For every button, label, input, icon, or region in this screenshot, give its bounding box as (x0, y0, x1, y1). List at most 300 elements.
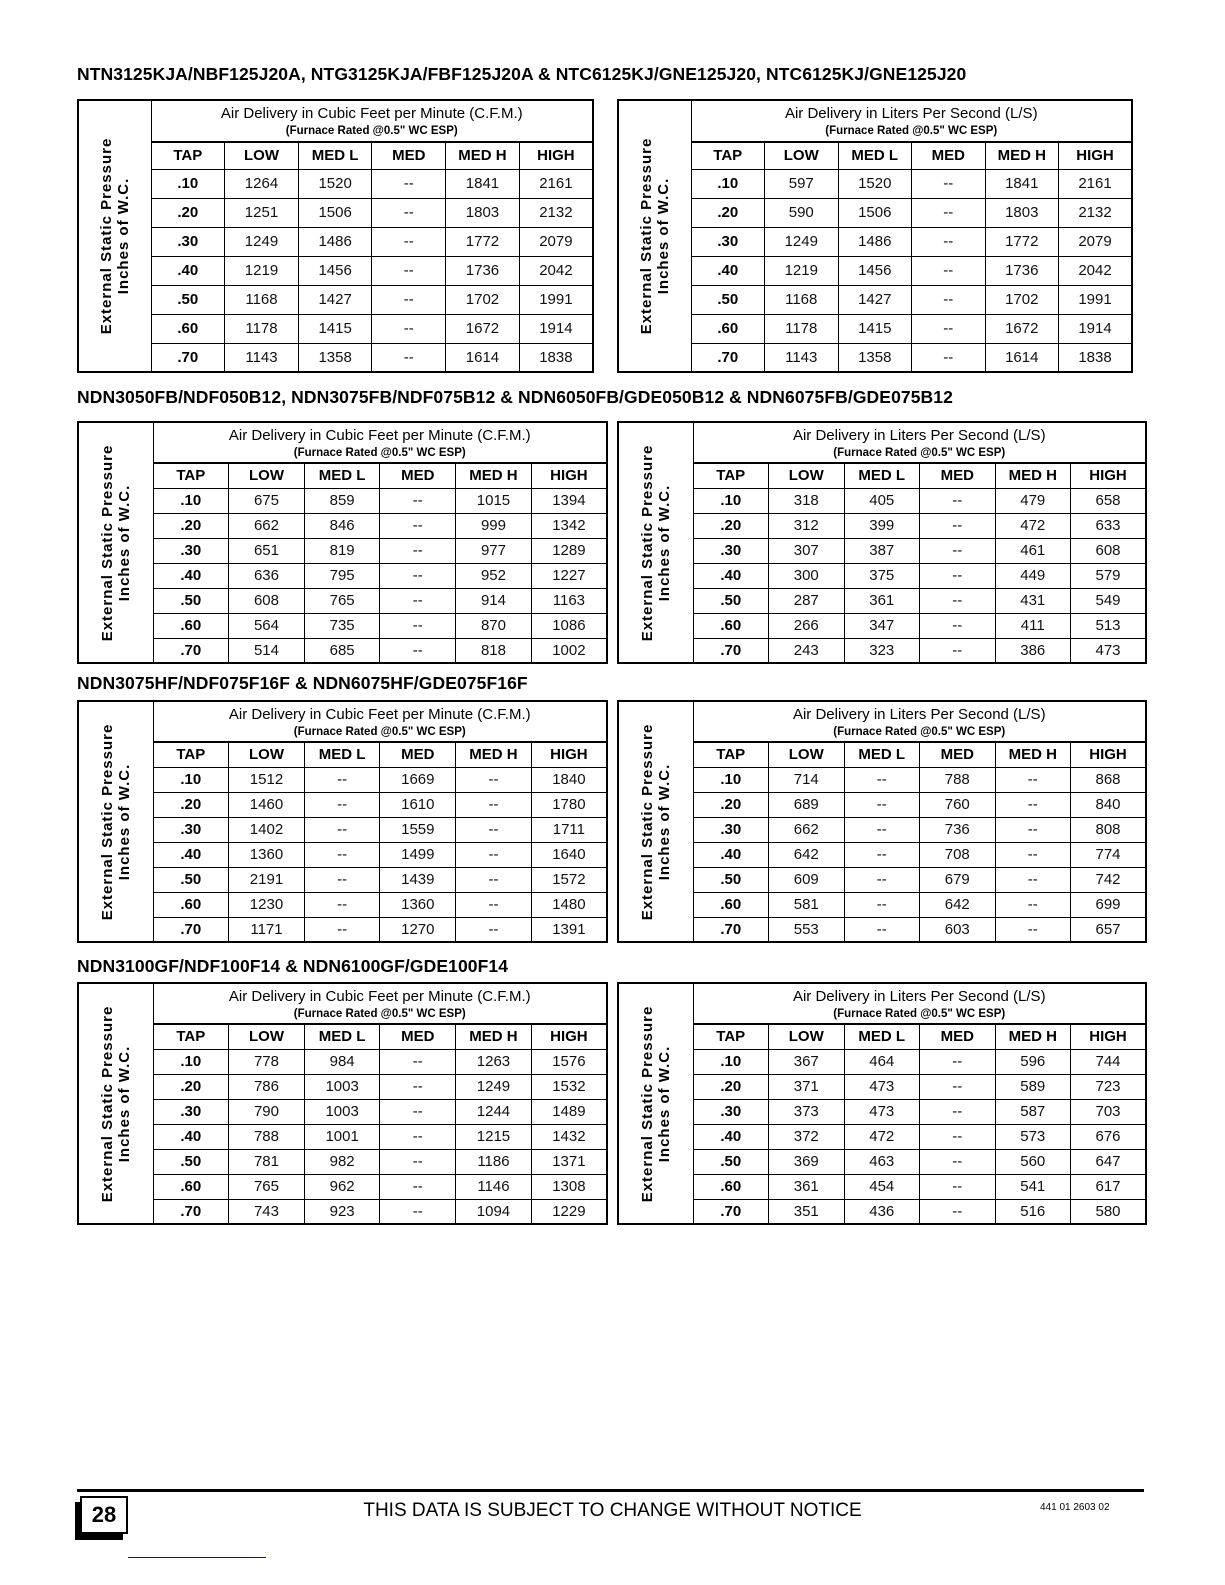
value-cell: 1711 (531, 817, 607, 842)
value-cell: 581 (769, 892, 845, 917)
table-header (153, 983, 607, 1024)
value-cell: 1838 (1059, 343, 1133, 372)
value-cell: 795 (304, 563, 380, 588)
value-cell: 914 (456, 588, 532, 613)
side-label (638, 138, 672, 335)
value-cell: 1244 (456, 1099, 532, 1124)
page-number: 28 (80, 1496, 128, 1534)
tap-cell: .60 (693, 613, 769, 638)
table-row (78, 817, 607, 842)
column-header: MED (920, 463, 996, 488)
header-subtitle: (Furnace Rated @0.5" WC ESP) (825, 125, 998, 137)
tap-cell: .60 (691, 314, 765, 343)
tap-cell: .40 (693, 842, 769, 867)
value-cell: -- (995, 842, 1071, 867)
value-cell: 318 (769, 488, 845, 513)
header-title: Air Delivery in Cubic Feet per Minute (C.F.M.) (220, 105, 523, 122)
cfm-table (77, 421, 608, 664)
table-row (78, 198, 593, 227)
side-label-line: External Static Pressure (638, 444, 656, 641)
table-row (78, 1099, 607, 1124)
value-cell: 300 (769, 563, 845, 588)
value-cell: -- (995, 817, 1071, 842)
value-cell: -- (380, 538, 456, 563)
ls-table (617, 421, 1147, 664)
tap-cell: .10 (151, 169, 225, 198)
column-header: HIGH (531, 1024, 607, 1049)
value-cell: 1249 (456, 1074, 532, 1099)
value-cell: 786 (229, 1074, 305, 1099)
value-cell: 463 (844, 1149, 920, 1174)
ls-table (617, 99, 1133, 373)
value-cell: 642 (920, 892, 996, 917)
tap-cell: .40 (153, 1124, 229, 1149)
column-header: MED (920, 742, 996, 767)
value-cell: 2042 (1059, 256, 1133, 285)
side-label-line: Inches of W.C. (655, 484, 673, 601)
value-cell: 1914 (519, 314, 593, 343)
table-row (78, 638, 607, 663)
column-header: MED L (844, 463, 920, 488)
value-cell: 1432 (531, 1124, 607, 1149)
table-row (78, 314, 593, 343)
table-row (78, 1174, 607, 1199)
side-label-cell (78, 701, 153, 942)
tap-cell: .50 (151, 285, 225, 314)
value-cell: -- (912, 343, 986, 372)
value-cell: -- (380, 1049, 456, 1074)
side-label-cell (618, 701, 693, 942)
table-row (618, 285, 1132, 314)
table-header (151, 100, 593, 142)
value-cell: 307 (769, 538, 845, 563)
column-header: MED H (456, 742, 532, 767)
value-cell: 1178 (225, 314, 299, 343)
link-underline[interactable] (128, 1557, 266, 1558)
value-cell: -- (372, 256, 446, 285)
value-cell: 454 (844, 1174, 920, 1199)
header-title: Air Delivery in Liters Per Second (L/S) (784, 105, 1038, 122)
value-cell: 323 (844, 638, 920, 663)
value-cell: 657 (1071, 917, 1147, 942)
value-cell: 549 (1071, 588, 1147, 613)
column-header: MED H (995, 1024, 1071, 1049)
cfm-table (77, 99, 594, 373)
table-row (618, 842, 1146, 867)
value-cell: 699 (1071, 892, 1147, 917)
value-cell: 723 (1071, 1074, 1147, 1099)
value-cell: 977 (456, 538, 532, 563)
value-cell: 373 (769, 1099, 845, 1124)
column-header-row (618, 742, 1146, 767)
column-header: TAP (693, 463, 769, 488)
tap-cell: .60 (693, 892, 769, 917)
value-cell: -- (920, 1049, 996, 1074)
tap-cell: .30 (693, 817, 769, 842)
side-label-line: Inches of W.C. (654, 177, 672, 295)
value-cell: 399 (844, 513, 920, 538)
table-row (78, 867, 607, 892)
value-cell: 580 (1071, 1199, 1147, 1224)
value-cell: 781 (229, 1149, 305, 1174)
value-cell: 1702 (446, 285, 520, 314)
side-label-line: Inches of W.C. (115, 763, 133, 880)
value-cell: 1439 (380, 867, 456, 892)
table-row (618, 1074, 1146, 1099)
column-header: LOW (765, 142, 839, 169)
table-row (78, 1049, 607, 1074)
column-header: LOW (229, 1024, 305, 1049)
tap-cell: .30 (691, 227, 765, 256)
table-row (78, 227, 593, 256)
column-header: HIGH (1059, 142, 1133, 169)
value-cell: 2079 (519, 227, 593, 256)
value-cell: 1003 (304, 1074, 380, 1099)
value-cell: -- (844, 867, 920, 892)
value-cell: 744 (1071, 1049, 1147, 1074)
value-cell: 1427 (838, 285, 912, 314)
column-header: MED H (456, 463, 532, 488)
table-row (618, 538, 1146, 563)
value-cell: 1480 (531, 892, 607, 917)
column-header: MED (372, 142, 446, 169)
value-cell: 431 (995, 588, 1071, 613)
footer-rule (77, 1489, 1144, 1492)
ls-table (617, 982, 1147, 1225)
column-header: TAP (153, 742, 229, 767)
value-cell: -- (304, 892, 380, 917)
column-header: MED H (446, 142, 520, 169)
table-row (618, 1124, 1146, 1149)
header-subtitle: (Furnace Rated @0.5" WC ESP) (293, 1007, 466, 1020)
value-cell: 1427 (298, 285, 372, 314)
tap-cell: .60 (153, 613, 229, 638)
value-cell: -- (995, 892, 1071, 917)
table-row (618, 256, 1132, 285)
table-row (618, 513, 1146, 538)
value-cell: 2161 (1059, 169, 1133, 198)
value-cell: 1249 (765, 227, 839, 256)
value-cell: -- (920, 563, 996, 588)
value-cell: 473 (844, 1074, 920, 1099)
tap-cell: .50 (153, 588, 229, 613)
tap-cell: .20 (153, 513, 229, 538)
value-cell: 1841 (446, 169, 520, 198)
value-cell: 1168 (225, 285, 299, 314)
value-cell: 1227 (531, 563, 607, 588)
side-label-line: External Static Pressure (638, 723, 656, 920)
tap-cell: .20 (153, 792, 229, 817)
value-cell: -- (844, 767, 920, 792)
value-cell: 1991 (1059, 285, 1133, 314)
value-cell: 819 (304, 538, 380, 563)
value-cell: -- (380, 513, 456, 538)
value-cell: -- (304, 817, 380, 842)
value-cell: 609 (769, 867, 845, 892)
value-cell: -- (372, 169, 446, 198)
value-cell: 1669 (380, 767, 456, 792)
cfm-table (77, 982, 608, 1225)
value-cell: 367 (769, 1049, 845, 1074)
value-cell: 514 (229, 638, 305, 663)
value-cell: 714 (769, 767, 845, 792)
value-cell: 1342 (531, 513, 607, 538)
value-cell: 2132 (519, 198, 593, 227)
value-cell: 1186 (456, 1149, 532, 1174)
tap-cell: .50 (153, 867, 229, 892)
column-header: MED L (304, 1024, 380, 1049)
value-cell: 371 (769, 1074, 845, 1099)
value-cell: 387 (844, 538, 920, 563)
value-cell: 1702 (985, 285, 1059, 314)
tap-cell: .10 (153, 488, 229, 513)
value-cell: 603 (920, 917, 996, 942)
value-cell: 1572 (531, 867, 607, 892)
value-cell: 675 (229, 488, 305, 513)
side-label-line: Inches of W.C. (114, 177, 132, 295)
table-row (618, 817, 1146, 842)
tap-cell: .40 (693, 1124, 769, 1149)
value-cell: 617 (1071, 1174, 1147, 1199)
column-header: LOW (769, 1024, 845, 1049)
value-cell: 2191 (229, 867, 305, 892)
value-cell: 1402 (229, 817, 305, 842)
value-cell: 765 (229, 1174, 305, 1199)
column-header: HIGH (531, 742, 607, 767)
value-cell: 1838 (519, 343, 593, 372)
value-cell: 1736 (985, 256, 1059, 285)
value-cell: 1264 (225, 169, 299, 198)
value-cell: 923 (304, 1199, 380, 1224)
table-row (618, 792, 1146, 817)
value-cell: 541 (995, 1174, 1071, 1199)
column-header: HIGH (1071, 463, 1147, 488)
tap-cell: .70 (691, 343, 765, 372)
value-cell: 689 (769, 792, 845, 817)
side-label-cell (618, 422, 693, 663)
table-row (78, 892, 607, 917)
tap-cell: .50 (693, 588, 769, 613)
value-cell: 808 (1071, 817, 1147, 842)
value-cell: 1143 (225, 343, 299, 372)
value-cell: 1308 (531, 1174, 607, 1199)
side-label-line: External Static Pressure (638, 1005, 656, 1202)
value-cell: 1086 (531, 613, 607, 638)
value-cell: -- (844, 842, 920, 867)
value-cell: 347 (844, 613, 920, 638)
table-row (78, 343, 593, 372)
value-cell: 1456 (298, 256, 372, 285)
value-cell: 1780 (531, 792, 607, 817)
value-cell: 1506 (838, 198, 912, 227)
value-cell: 361 (769, 1174, 845, 1199)
column-header: MED (912, 142, 986, 169)
value-cell: 1610 (380, 792, 456, 817)
value-cell: -- (380, 588, 456, 613)
value-cell: 411 (995, 613, 1071, 638)
tap-cell: .30 (153, 817, 229, 842)
value-cell: 1914 (1059, 314, 1133, 343)
header-title: Air Delivery in Cubic Feet per Minute (C.F.M.) (228, 987, 531, 1005)
value-cell: -- (380, 1149, 456, 1174)
value-cell: -- (304, 917, 380, 942)
side-label-cell (618, 100, 691, 372)
side-label (639, 444, 673, 641)
tap-cell: .60 (153, 892, 229, 917)
tap-cell: .20 (153, 1074, 229, 1099)
section-title: NDN3050FB/NDF050B12, NDN3075FB/NDF075B12 & NDN6050FB/GDE050B12 & NDN6075FB/GDE075B12 (77, 387, 953, 407)
value-cell: 765 (304, 588, 380, 613)
tap-cell: .20 (693, 513, 769, 538)
tap-cell: .10 (693, 488, 769, 513)
value-cell: 984 (304, 1049, 380, 1074)
tap-cell: .50 (693, 867, 769, 892)
value-cell: 1506 (298, 198, 372, 227)
table-row (618, 867, 1146, 892)
value-cell: 788 (229, 1124, 305, 1149)
column-header: MED L (304, 742, 380, 767)
value-cell: 679 (920, 867, 996, 892)
value-cell: -- (456, 767, 532, 792)
table-header-row (618, 100, 1132, 142)
value-cell: -- (456, 842, 532, 867)
side-label-cell (78, 422, 153, 663)
value-cell: 676 (1071, 1124, 1147, 1149)
header-title: Air Delivery in Cubic Feet per Minute (C.F.M.) (228, 705, 531, 723)
value-cell: -- (456, 792, 532, 817)
value-cell: -- (380, 1174, 456, 1199)
value-cell: 553 (769, 917, 845, 942)
table-row (78, 767, 607, 792)
table-header-row (78, 422, 607, 463)
column-header-row (78, 463, 607, 488)
value-cell: 1358 (838, 343, 912, 372)
column-header: HIGH (531, 463, 607, 488)
value-cell: 1001 (304, 1124, 380, 1149)
value-cell: 1230 (229, 892, 305, 917)
column-header: MED L (844, 742, 920, 767)
value-cell: -- (920, 1149, 996, 1174)
value-cell: -- (380, 1124, 456, 1149)
table-row (618, 892, 1146, 917)
tap-cell: .30 (693, 1099, 769, 1124)
column-header: MED H (995, 463, 1071, 488)
value-cell: -- (372, 343, 446, 372)
value-cell: 1002 (531, 638, 607, 663)
value-cell: 642 (769, 842, 845, 867)
value-cell: -- (844, 917, 920, 942)
value-cell: 464 (844, 1049, 920, 1074)
value-cell: -- (304, 792, 380, 817)
table-row (78, 256, 593, 285)
value-cell: 703 (1071, 1099, 1147, 1124)
column-header: MED (380, 463, 456, 488)
value-cell: 636 (229, 563, 305, 588)
column-header: TAP (693, 742, 769, 767)
value-cell: 952 (456, 563, 532, 588)
value-cell: 1486 (298, 227, 372, 256)
column-header: TAP (691, 142, 765, 169)
value-cell: -- (920, 613, 996, 638)
table-row (618, 169, 1132, 198)
side-label-line: Inches of W.C. (655, 1045, 673, 1162)
value-cell: 1168 (765, 285, 839, 314)
side-label (639, 723, 673, 920)
value-cell: -- (912, 198, 986, 227)
value-cell: 516 (995, 1199, 1071, 1224)
value-cell: -- (372, 198, 446, 227)
value-cell: 818 (456, 638, 532, 663)
value-cell: 1289 (531, 538, 607, 563)
value-cell: 449 (995, 563, 1071, 588)
side-label-cell (78, 983, 153, 1224)
table-row (78, 613, 607, 638)
value-cell: 312 (769, 513, 845, 538)
value-cell: -- (920, 1074, 996, 1099)
value-cell: 1576 (531, 1049, 607, 1074)
value-cell: 685 (304, 638, 380, 663)
value-cell: -- (372, 314, 446, 343)
tap-cell: .70 (693, 917, 769, 942)
value-cell: 1489 (531, 1099, 607, 1124)
value-cell: 1270 (380, 917, 456, 942)
value-cell: 662 (769, 817, 845, 842)
tap-cell: .20 (693, 1074, 769, 1099)
value-cell: 1486 (838, 227, 912, 256)
value-cell: 774 (1071, 842, 1147, 867)
table-row (618, 767, 1146, 792)
value-cell: 1614 (446, 343, 520, 372)
table-row (78, 588, 607, 613)
value-cell: -- (920, 1199, 996, 1224)
value-cell: -- (995, 792, 1071, 817)
value-cell: 1391 (531, 917, 607, 942)
section-title: NTN3125KJA/NBF125J20A, NTG3125KJA/FBF125J20A & NTC6125KJ/GNE125J20, NTC6125KJ/GNE125J20 (77, 64, 967, 84)
value-cell: 1249 (225, 227, 299, 256)
header-title: Air Delivery in Liters Per Second (L/S) (792, 987, 1046, 1005)
value-cell: -- (380, 1099, 456, 1124)
value-cell: 1171 (229, 917, 305, 942)
value-cell: 735 (304, 613, 380, 638)
value-cell: 1520 (298, 169, 372, 198)
value-cell: 840 (1071, 792, 1147, 817)
value-cell: 1394 (531, 488, 607, 513)
value-cell: 1803 (985, 198, 1059, 227)
column-header: MED H (456, 1024, 532, 1049)
table-header-row (618, 983, 1146, 1024)
value-cell: 788 (920, 767, 996, 792)
tap-cell: .40 (153, 842, 229, 867)
value-cell: 1640 (531, 842, 607, 867)
value-cell: -- (920, 1174, 996, 1199)
value-cell: 608 (229, 588, 305, 613)
value-cell: 1371 (531, 1149, 607, 1174)
value-cell: 472 (844, 1124, 920, 1149)
column-header: TAP (153, 463, 229, 488)
value-cell: 1219 (225, 256, 299, 285)
value-cell: -- (920, 538, 996, 563)
value-cell: 1672 (985, 314, 1059, 343)
table-header-row (618, 422, 1146, 463)
tap-cell: .70 (151, 343, 225, 372)
table-row (618, 563, 1146, 588)
value-cell: 982 (304, 1149, 380, 1174)
column-header: LOW (229, 463, 305, 488)
table-row (618, 314, 1132, 343)
value-cell: 999 (456, 513, 532, 538)
value-cell: 436 (844, 1199, 920, 1224)
value-cell: 1360 (380, 892, 456, 917)
